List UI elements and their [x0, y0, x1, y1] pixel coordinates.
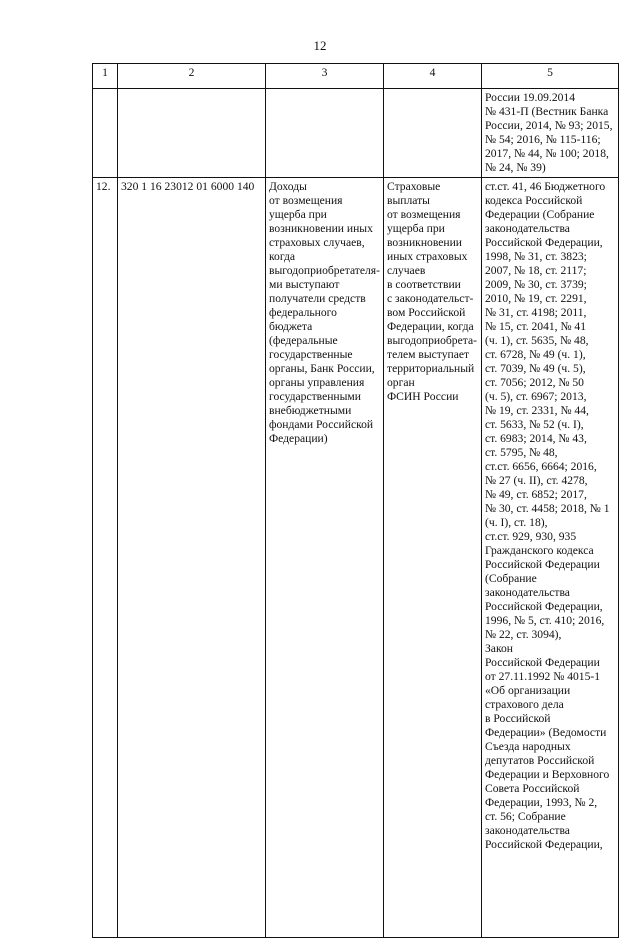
text-line: кодекса Российской — [485, 194, 583, 207]
text-line: Доходы — [269, 180, 307, 193]
text-line: № 27 (ч. II), ст. 4278, — [485, 474, 588, 487]
text-line: законодательства — [485, 824, 570, 837]
text-line: ст. 5633, № 52 (ч. I), — [485, 418, 584, 431]
text-line: ст. 7039, № 49 (ч. 5), — [485, 362, 586, 375]
text-line: «Об организации — [485, 684, 571, 697]
text-line: страховых случаев, — [269, 236, 365, 249]
text-line: в Российской — [485, 712, 551, 725]
text-line: депутатов Российской — [485, 754, 595, 767]
text-line: Закон — [485, 642, 513, 655]
text-line: № 431-П (Вестник Банка — [485, 105, 609, 118]
text-line: государственные — [269, 348, 353, 361]
income-name — [266, 178, 384, 938]
text-line: № 24, № 39) — [485, 161, 546, 174]
text-line: ущерба при — [269, 208, 327, 221]
text-line: Федерации (Собрание — [485, 208, 595, 221]
text-line: Российской Федерации, — [485, 600, 603, 613]
text-line: 2007, № 18, ст. 2117; — [485, 264, 587, 277]
cell-empty — [384, 89, 482, 178]
page-number: 12 — [313, 38, 327, 53]
text-line: Федерации» (Ведомости — [485, 726, 607, 739]
text-line: внебюджетными — [269, 404, 352, 417]
text-line: от 27.11.1992 № 4015-1 — [485, 670, 601, 683]
header-col-2: 2 — [118, 64, 266, 89]
text-line: от возмещения — [387, 208, 461, 221]
text-line: законодательства — [485, 222, 570, 235]
text-line: ст. 5795, № 48, — [485, 446, 558, 459]
text-line: № 30, ст. 4458; 2018, № 1 — [485, 502, 610, 515]
text-line: (федеральные — [269, 334, 338, 347]
text-line: случаев — [387, 264, 426, 277]
text-line: 2017, № 44, № 100; 2018, — [485, 147, 609, 160]
text-line: Съезда народных — [485, 740, 571, 753]
text-line: иных страховых — [387, 250, 468, 263]
text-line: (ч. I), ст. 18), — [485, 516, 548, 529]
text-line: от возмещения — [269, 194, 343, 207]
text-line: Российской Федерации, — [485, 838, 603, 851]
text-line: Гражданского кодекса — [485, 544, 594, 557]
text-line: ст. 7056; 2012, № 50 — [485, 376, 584, 389]
row-number: 12. — [93, 178, 118, 938]
classification-code: 320 1 16 23012 01 6000 140 — [118, 178, 266, 938]
text-line: ст. 6983; 2014, № 43, — [485, 432, 587, 445]
text-line: ст.ст. 929, 930, 935 — [485, 530, 577, 543]
text-line: Федерации и Верховного — [485, 768, 610, 781]
text-line: 1996, № 5, ст. 410; 2016, — [485, 614, 605, 627]
text-line: выгодоприобретателя- — [269, 264, 380, 277]
classification-table — [92, 63, 619, 938]
cell-empty — [93, 89, 118, 178]
text-line: Федерации, 1993, № 2, — [485, 796, 598, 809]
text-line: № 22, ст. 3094), — [485, 628, 562, 641]
text-line: Российской Федерации — [485, 656, 600, 669]
text-line: № 31, ст. 4198; 2011, — [485, 306, 587, 319]
text-line: ст.ст. 6656, 6664; 2016, — [485, 460, 597, 473]
income-description — [384, 178, 482, 938]
text-line: № 19, ст. 2331, № 44, — [485, 404, 589, 417]
text-line: ст. 6728, № 49 (ч. 1), — [485, 348, 586, 361]
text-line: территориальный — [387, 362, 475, 375]
text-line: государственными — [269, 390, 361, 403]
header-col-1: 1 — [93, 64, 118, 89]
cell-empty — [266, 89, 384, 178]
text-line: орган — [387, 376, 415, 389]
text-line: России 19.09.2014 — [485, 91, 576, 104]
text-line: ст.ст. 41, 46 Бюджетного — [485, 180, 606, 193]
text-line: вом Российской — [387, 306, 466, 319]
text-line: Федерации) — [269, 432, 328, 445]
text-line: Российской Федерации — [485, 558, 600, 571]
text-line: фондами Российской — [269, 418, 374, 431]
table-row — [93, 178, 619, 938]
legal-basis-continuation — [482, 89, 619, 178]
text-line: возникновении иных — [269, 222, 373, 235]
text-line: телем выступает — [387, 348, 470, 361]
text-line: (Собрание — [485, 572, 537, 585]
table-header-row — [93, 64, 619, 89]
text-line: России, 2014, № 93; 2015, — [485, 119, 613, 132]
text-line: ФСИН России — [387, 390, 459, 403]
text-line: № 49, ст. 6852; 2017, — [485, 488, 587, 501]
text-line: 1998, № 31, ст. 3823; — [485, 250, 587, 263]
text-line: ущерба при — [387, 222, 445, 235]
text-line: страхового дела — [485, 698, 564, 711]
cell-empty — [118, 89, 266, 178]
text-line: федерального — [269, 306, 337, 319]
text-line: возникновении — [387, 236, 462, 249]
text-line: (ч. 5), ст. 6967; 2013, — [485, 390, 587, 403]
text-line: ст. 56; Собрание — [485, 810, 566, 823]
text-line: органы, Банк России, — [269, 362, 375, 375]
text-line: в соответствии — [387, 278, 461, 291]
text-line: (ч. 1), ст. 5635, № 48, — [485, 334, 589, 347]
text-line: получатели средств — [269, 292, 366, 305]
text-line: Страховые — [387, 180, 441, 193]
table-row-continuation — [93, 89, 619, 178]
text-line: Федерации, когда — [387, 320, 474, 333]
text-line: выплаты — [387, 194, 430, 207]
text-line: бюджета — [269, 320, 313, 333]
text-line: № 15, ст. 2041, № 41 — [485, 320, 587, 333]
text-line: законодательства — [485, 586, 570, 599]
text-line: 2010, № 19, ст. 2291, — [485, 292, 587, 305]
text-line: когда — [269, 250, 296, 263]
legal-basis — [482, 178, 619, 938]
header-col-4: 4 — [384, 64, 482, 89]
text-line: выгодоприобрета- — [387, 334, 477, 347]
text-line: 2009, № 30, ст. 3739; — [485, 278, 587, 291]
text-line: органы управления — [269, 376, 365, 389]
text-line: с законодательст- — [387, 292, 474, 305]
text-line: Российской Федерации, — [485, 236, 603, 249]
text-line: № 54; 2016, № 115-116; — [485, 133, 601, 146]
header-col-5: 5 — [482, 64, 619, 89]
text-line: Совета Российской — [485, 782, 580, 795]
header-col-3: 3 — [266, 64, 384, 89]
text-line: ми выступают — [269, 278, 340, 291]
